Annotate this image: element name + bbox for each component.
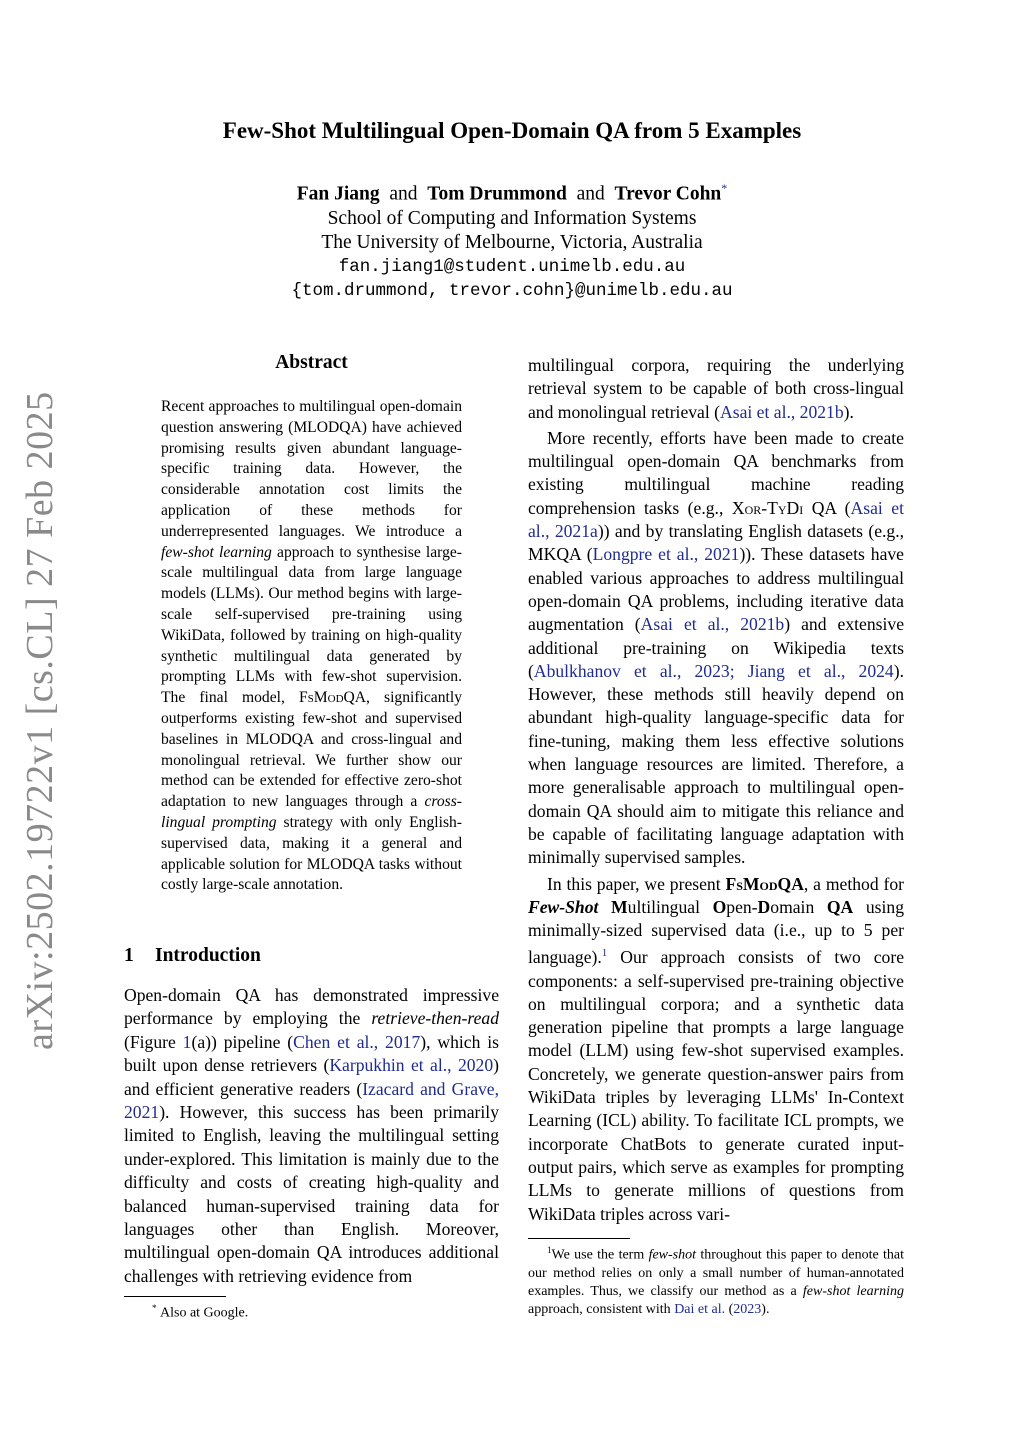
body-text: pen- [726, 896, 758, 917]
footnote-emphasis: few-shot [648, 1247, 697, 1263]
body-text: Our approach consists of two core components: a self-supervised pre-training objective on multilingual corpora; and a synthetic data generation pipeline that prompts a large language model (LLM) using few-shot supervised examples. Concretely, we generate question-answer pairs from WikiData triples by leveraging LLMs' In-Context Learning (ICL) ability. To facilitate ICL prompts, we incorporate ChatBots to generate curated input-output pairs, which serve as examples for prompting LLMs to generate millions of questions from WikiData triples across vari- [528, 947, 904, 1224]
paragraph [528, 427, 904, 870]
citation-link[interactable]: Asai et al., 2021b [720, 401, 844, 422]
right-column [528, 354, 904, 1226]
abstract-text: Recent approaches to multilingual open-domain question answering (MLODQA) have achieved promising results given abundant language-specific training data. However, the considerable annotation cost limits the application of these methods for underrepresented languages. We introduce a [161, 398, 462, 540]
citation-link[interactable]: Izacard and Grave, 2021 [124, 1078, 500, 1123]
footnote-text: We use the term [551, 1247, 649, 1263]
footnote-text: throughout this paper to denote that our method relies on only a small number of human-annotated examples. Thus, we classify our method as a [528, 1247, 904, 1299]
body-text: (Figure [124, 1031, 183, 1052]
paper-title: Few-Shot Multilingual Open-Domain QA from 5 Examples [222, 118, 802, 143]
affiliation: The University of Melbourne, Victoria, Australia [321, 231, 703, 253]
author-line [0, 176, 1024, 207]
footnote-text: ). [761, 1301, 770, 1317]
email: fan.jiang1@student.unimelb.edu.au [338, 256, 686, 277]
abstract-heading: Abstract [275, 352, 348, 373]
figure-ref-link[interactable]: 1 [182, 1031, 192, 1052]
footnote-text: approach, consistent with [528, 1301, 675, 1317]
footnote-rule [528, 1238, 630, 1239]
acronym-letter: O [712, 896, 727, 917]
body-text: ). However, this success has been primarily limited to English, leaving the multilingual setting under-explored. This limitation is mainly due to the difficulty and costs of creating high-quality and balanced human-supervised training data for languages other than English. Moreover, multilingual open-domain QA introduces additional challenges with retrieving evidence from [124, 1102, 499, 1286]
footnote-ref-link[interactable]: 1 [601, 947, 608, 960]
citation-link[interactable]: Asai et al., 2021b [640, 614, 785, 635]
acronym-letter: M [611, 896, 628, 917]
citation-link[interactable]: Asai et al., 2021a [528, 497, 904, 542]
footnote-mark: 1 [547, 1245, 552, 1255]
body-text: QA ( [803, 497, 851, 518]
method-name: FsModQA [725, 873, 804, 894]
author-separator: and [576, 183, 605, 205]
abstract-text: strategy with only English-supervised data, making it a general and applicable solution for MLODQA tasks without costly large-scale annotation. [161, 813, 463, 894]
citation-link[interactable]: Longpre et al., 2021 [592, 544, 740, 565]
body-text: ) and extensive additional pre-training on Wikipedia texts ( [528, 614, 904, 681]
body-text: , a method for [803, 873, 904, 894]
author-block [0, 176, 1024, 303]
footnote [528, 1241, 904, 1319]
abstract-emphasis: cross-lingual prompting [161, 793, 462, 831]
footnote-text: ( [725, 1301, 734, 1317]
affiliation: School of Computing and Information Systems [327, 207, 697, 229]
body-text: ), which is built upon dense retrievers ( [124, 1031, 499, 1076]
author-footnote-mark[interactable]: * [721, 181, 728, 195]
citation-link[interactable]: Karpukhin et al., 2020 [329, 1055, 494, 1076]
citation-link[interactable]: Abulkhanov et al., 2023; Jiang et al., 2024 [533, 660, 894, 681]
method-name: FsModQA [298, 689, 367, 707]
body-text: multilingual corpora, requiring the underlying retrieval system to be capable of both cross-lingual and monolingual retrieval ( [528, 355, 904, 422]
body-text: )) and by translating English datasets (e.g., MKQA ( [528, 521, 904, 565]
body-text: ). However, these methods still heavily depend on abundant high-quality language-specific data for fine-tuning, making them less effective solutions when language resources are limited. Therefore, a more generalisable approach to multilingual open-domain QA should aim to mitigate this reliance and be capable of facilitating language adaptation with minimally supervised samples. [528, 660, 904, 868]
body-text [598, 897, 611, 917]
footnote-rule [124, 1296, 226, 1297]
arxiv-watermark: arXiv:2502.19722v1 [cs.CL] 27 Feb 2025 [19, 391, 61, 1050]
email: {tom.drummond, trevor.cohn}@unimelb.edu.au [291, 280, 733, 301]
body-text: (a)) pipeline ( [191, 1031, 294, 1052]
paragraph [528, 354, 904, 424]
footnote-emphasis: few-shot learning [802, 1283, 904, 1299]
body-emphasis: retrieve-then-read [371, 1008, 499, 1029]
abstract-text: , significantly outperforms existing few-shot and supervised baselines in MLODQA and cross-lingual and monolingual retrieval. We further show our method can be extended for effective zero-shot adaptation to new languages through a [161, 689, 462, 811]
author-name: Trevor Cohn [614, 183, 722, 205]
body-text: Open-domain QA has demonstrated impressive performance by employing the [124, 985, 499, 1029]
footnote-mark: * [152, 1303, 157, 1313]
body-text: ) and efficient generative readers ( [124, 1055, 499, 1099]
author-separator: and [389, 183, 418, 205]
paragraph [528, 873, 904, 1226]
body-text: ). [843, 401, 854, 422]
acronym-letter: QA [826, 896, 854, 917]
body-text: using minimally-sized supervised data (i.e., up to 5 per language). [528, 896, 904, 968]
section-heading [124, 945, 261, 967]
body-emphasis: Few-Shot [528, 896, 599, 917]
abstract-text: approach to synthesise large-scale multilingual data from large language models (LLMs). Our method begins with large-scale self-supervised pre-training using WikiData, followed by training on high-quality synthetic multilingual data generated by prompting LLMs with few-shot supervision. The final model, [161, 543, 462, 707]
body-text: More recently, efforts have been made to create multilingual open-domain QA benchmarks from existing multilingual machine reading comprehension tasks (e.g., [528, 427, 904, 518]
section-title: Introduction [155, 945, 261, 966]
abstract-body [161, 397, 462, 896]
body-text: )). These datasets have enabled various approaches to address multilingual open-domain QA problems, including iterative data augmentation ( [528, 544, 904, 635]
body-text: In this paper, we present [547, 873, 726, 894]
footnote [124, 1299, 499, 1323]
citation-link[interactable]: Chen et al., 2017 [293, 1031, 421, 1052]
body-text: ultilingual [627, 896, 713, 917]
abstract-emphasis: few-shot learning [161, 543, 272, 561]
author-name: Fan Jiang [296, 183, 380, 205]
intro-paragraph [124, 984, 499, 1288]
section-number: 1 [124, 945, 134, 966]
citation-link[interactable]: Dai et al. [674, 1301, 726, 1317]
dataset-name: Xor-TyDi [731, 497, 804, 518]
acronym-letter: D [757, 896, 771, 917]
footnote-text: Also at Google. [160, 1305, 249, 1321]
citation-link[interactable]: 2023 [733, 1301, 762, 1317]
author-name: Tom Drummond [427, 183, 567, 205]
body-text: omain [770, 896, 827, 917]
